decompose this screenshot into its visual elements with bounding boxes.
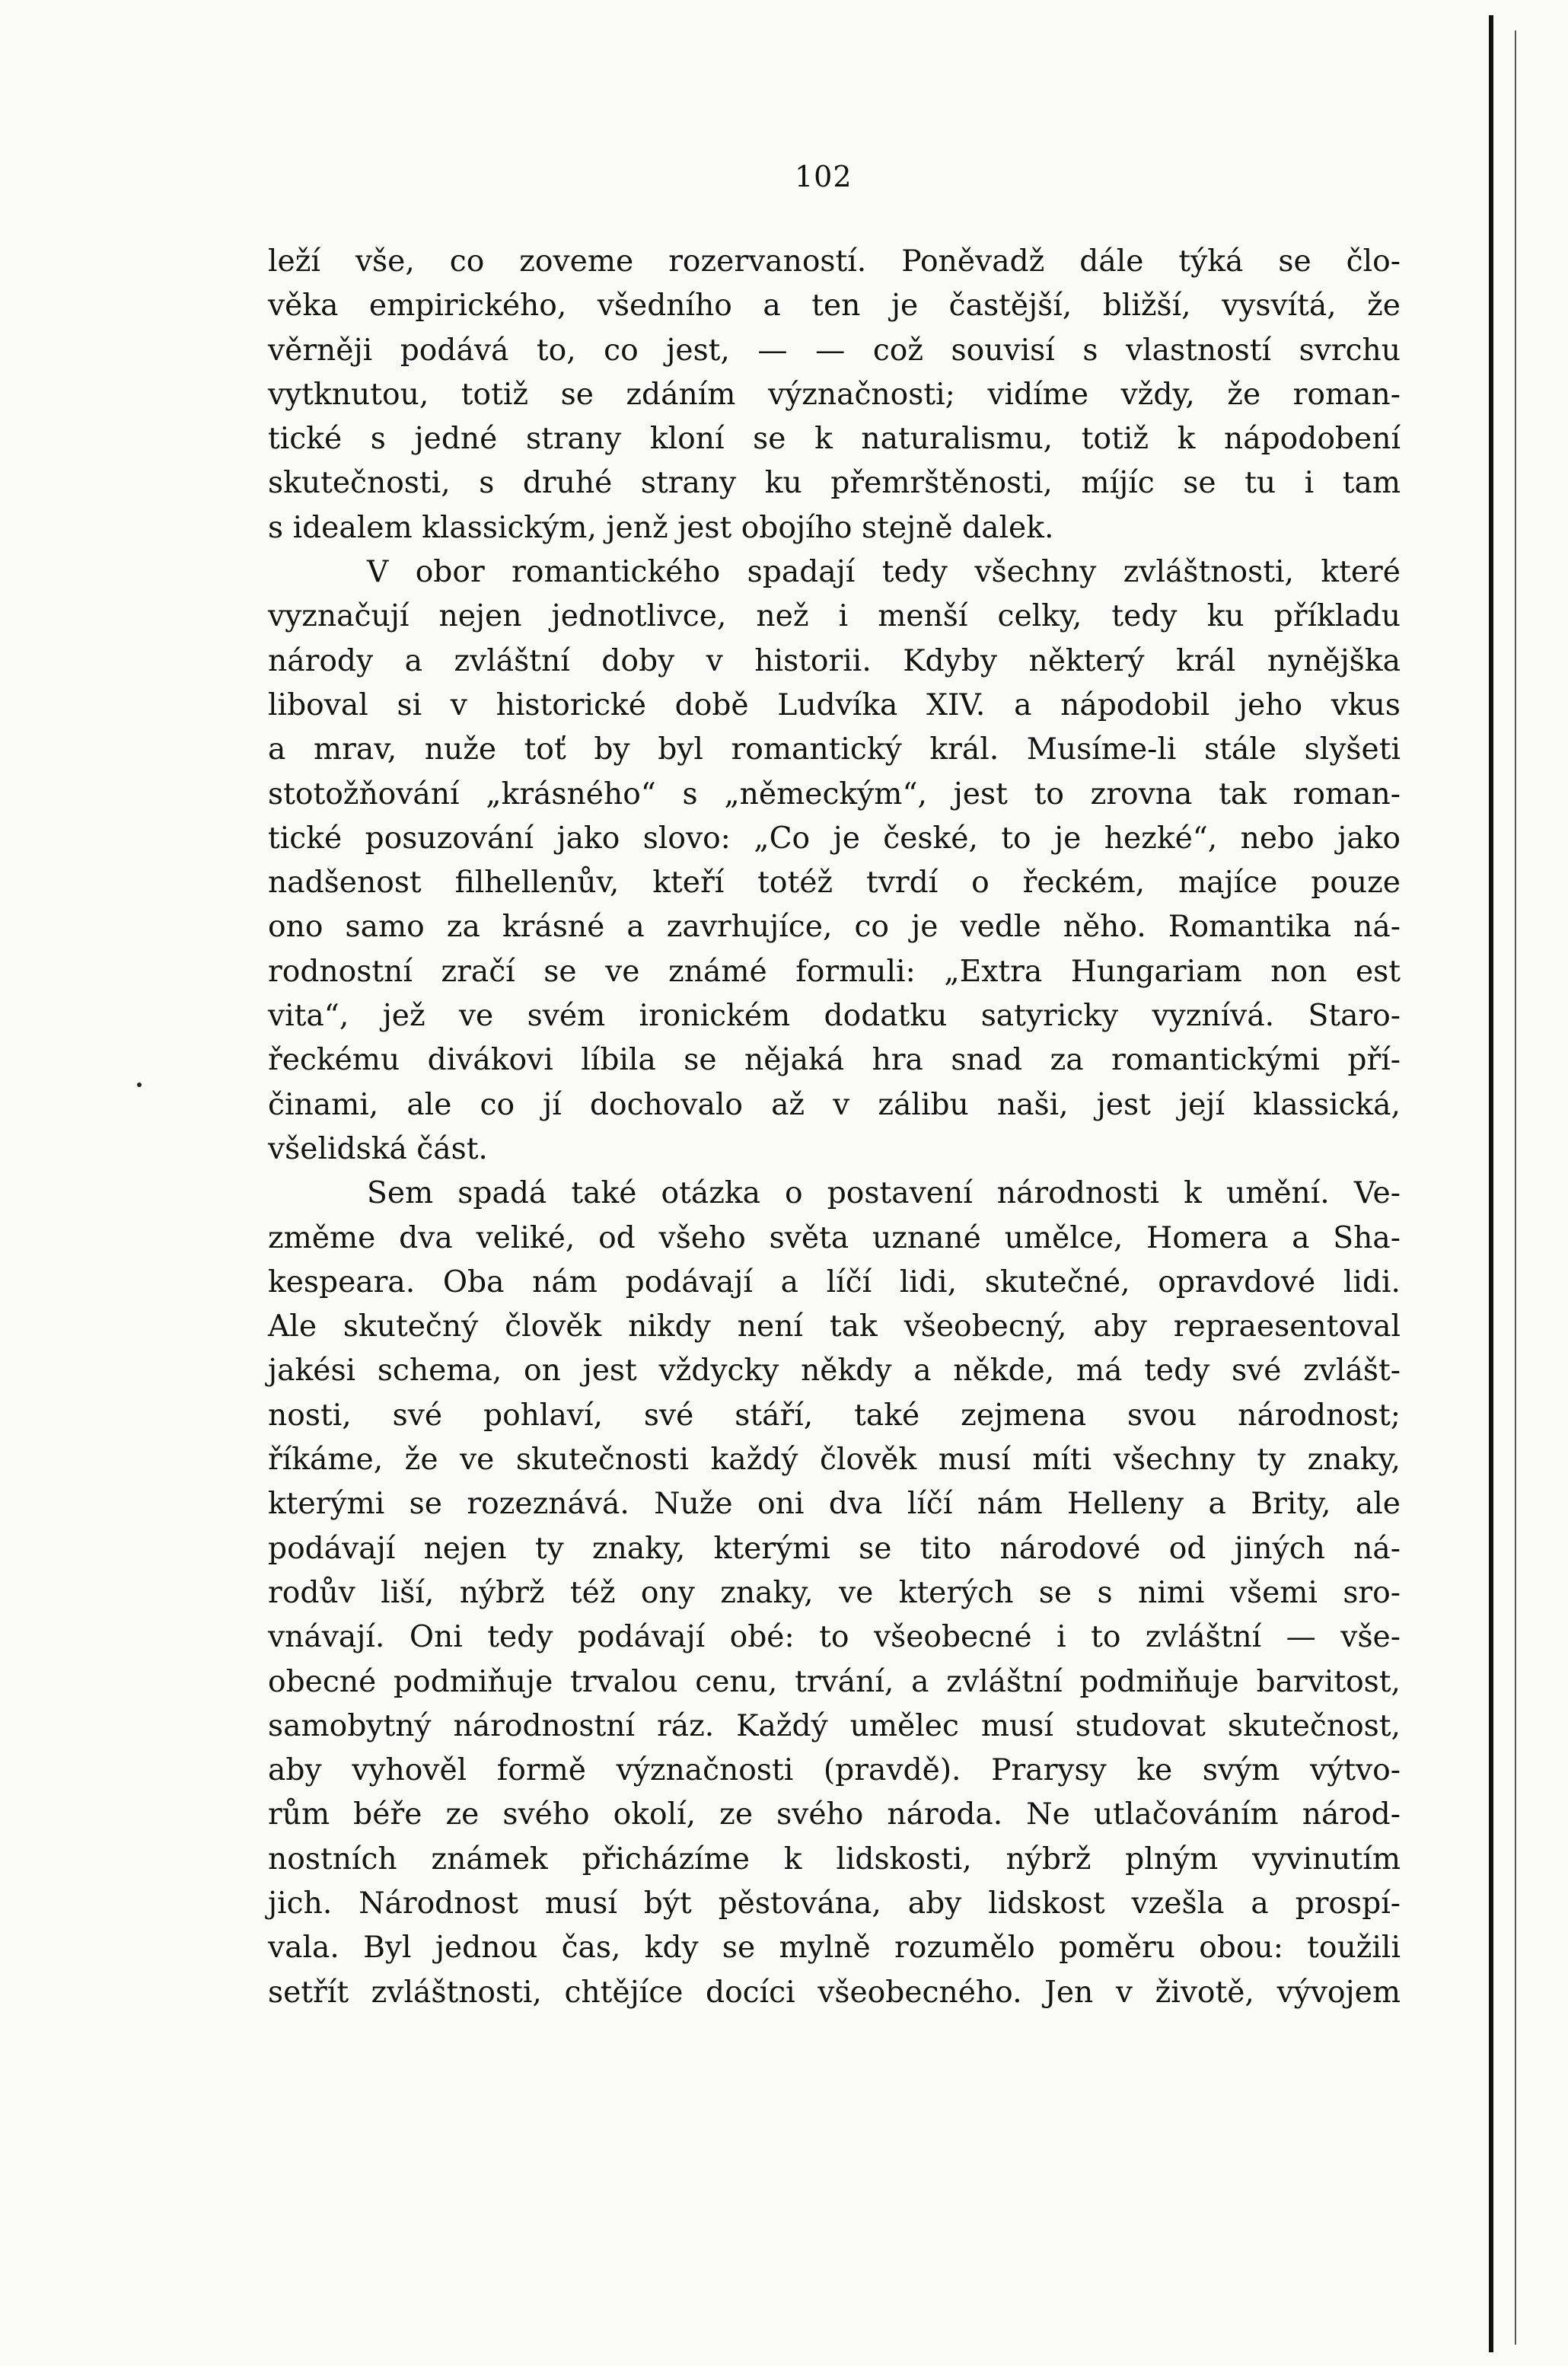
text-line: skutečnosti, s druhé strany ku přemrštěnosti, míjíc se tu i tam bbox=[268, 466, 1401, 501]
text-line: všelidská část. bbox=[268, 1131, 488, 1166]
text-line: tické posuzování jako slovo: „Co je české, to je hezké“, nebo jako bbox=[268, 821, 1401, 856]
text-line: rodnostní zračí se ve známé formuli: „Extra Hungariam non est bbox=[268, 954, 1401, 989]
text-line: kterými se rozeznává. Nuže oni dva líčí nám Helleny a Brity, ale bbox=[268, 1487, 1401, 1522]
text-line: s idealem klassickým, jenž jest obojího stejně dalek. bbox=[268, 510, 1054, 545]
text-line: V obor romantického spadají tedy všechny zvláštnosti, které bbox=[367, 555, 1401, 590]
text-line: vnávají. Oni tedy podávají obé: to všeobecné i to zvláštní — vše- bbox=[268, 1620, 1401, 1655]
text-line: Sem spadá také otázka o postavení národnosti k umění. Ve- bbox=[367, 1176, 1401, 1211]
text-line: leží vše, co zoveme rozervaností. Poněvadž dále týká se člo- bbox=[268, 244, 1401, 279]
text-line: vala. Byl jednou čas, kdy se mylně rozumělo poměru obou: toužili bbox=[268, 1931, 1401, 1966]
text-line: nostních známek přicházíme k lidskosti, nýbrž plným vyvinutím bbox=[268, 1841, 1401, 1877]
text-line: nadšenost filhellenův, kteří totéž tvrdí o řeckém, majíce pouze bbox=[268, 866, 1401, 901]
text-line: vyznačují nejen jednotlivce, než i menší celky, tedy ku příkladu bbox=[268, 599, 1401, 634]
text-line: tické s jedné strany kloní se k naturalismu, totiž k nápodobení bbox=[268, 422, 1401, 457]
text-line: samobytný národnostní ráz. Každý umělec musí studovat skutečnost, bbox=[268, 1708, 1401, 1743]
text-line: jakési schema, on jest vždycky někdy a někde, má tedy své zvlášt- bbox=[268, 1354, 1401, 1389]
text-line: činami, ale co jí dochovalo až v zálibu naši, jest její klassická, bbox=[268, 1087, 1401, 1122]
text-line: věka empirického, všedního a ten je častější, bližší, vysvítá, že bbox=[268, 289, 1401, 324]
text-line: a mrav, nuže toť by byl romantický král. Musíme-li stále slyšeti bbox=[268, 732, 1401, 767]
text-line: obecné podmiňuje trvalou cenu, trvání, a zvláštní podmiňuje barvitost, bbox=[268, 1664, 1401, 1699]
text-line: liboval si v historické době Ludvíka XIV. a nápodobil jeho vkus bbox=[268, 687, 1401, 722]
text-line: stotožňování „krásného“ s „německým“, jest to zrovna tak roman- bbox=[268, 776, 1401, 812]
page-edge-line bbox=[1515, 30, 1516, 2345]
text-line: národy a zvláštní doby v historii. Kdyby některý král nynějška bbox=[268, 643, 1401, 678]
body-text bbox=[268, 240, 1401, 2015]
margin-mark bbox=[137, 1083, 142, 1087]
text-line: aby vyhověl formě význačnosti (pravdě). Prarysy ke svým výtvo- bbox=[268, 1753, 1401, 1788]
text-line: rům béře ze svého okolí, ze svého národa. Ne utlačováním národ- bbox=[268, 1797, 1401, 1832]
text-line: setřít zvláštnosti, chtějíce docíci všeobecného. Jen v životě, vývojem bbox=[268, 1975, 1401, 2010]
page-number: 102 bbox=[795, 160, 853, 193]
text-line: vytknutou, totiž se zdáním význačnosti; vidíme vždy, že roman- bbox=[268, 377, 1401, 412]
text-line: změme dva veliké, od všeho světa uznané umělce, Homera a Sha- bbox=[268, 1220, 1401, 1255]
text-line: jich. Národnost musí být pěstována, aby lidskost vzešla a prospí- bbox=[268, 1886, 1401, 1921]
text-line: Ale skutečný člověk nikdy není tak všeobecný, aby repraesentoval bbox=[268, 1309, 1401, 1344]
text-line: rodův liší, nýbrž též ony znaky, ve kterých se s nimi všemi sro- bbox=[268, 1575, 1401, 1610]
text-line: vita“, jež ve svém ironickém dodatku satyricky vyznívá. Staro- bbox=[268, 999, 1401, 1034]
text-line: podávají nejen ty znaky, kterými se tito národové od jiných ná- bbox=[268, 1531, 1401, 1566]
text-line: ono samo za krásné a zavrhujíce, co je vedle něho. Romantika ná- bbox=[268, 910, 1401, 945]
text-line: kespeara. Oba nám podávají a líčí lidi, skutečné, opravdové lidi. bbox=[268, 1264, 1401, 1299]
adjacent-page-edge bbox=[1483, 0, 1568, 2366]
binding-shadow-line bbox=[1489, 15, 1493, 2352]
text-line: nosti, své pohlaví, své stáří, také zejmena svou národnost; bbox=[268, 1398, 1401, 1433]
text-line: říkáme, že ve skutečnosti každý člověk musí míti všechny ty znaky, bbox=[268, 1443, 1401, 1478]
text-line: řeckému divákovi líbila se nějaká hra snad za romantickými pří- bbox=[268, 1043, 1401, 1078]
text-line: věrněji podává to, co jest, — — což souvisí s vlastností svrchu bbox=[268, 333, 1401, 368]
